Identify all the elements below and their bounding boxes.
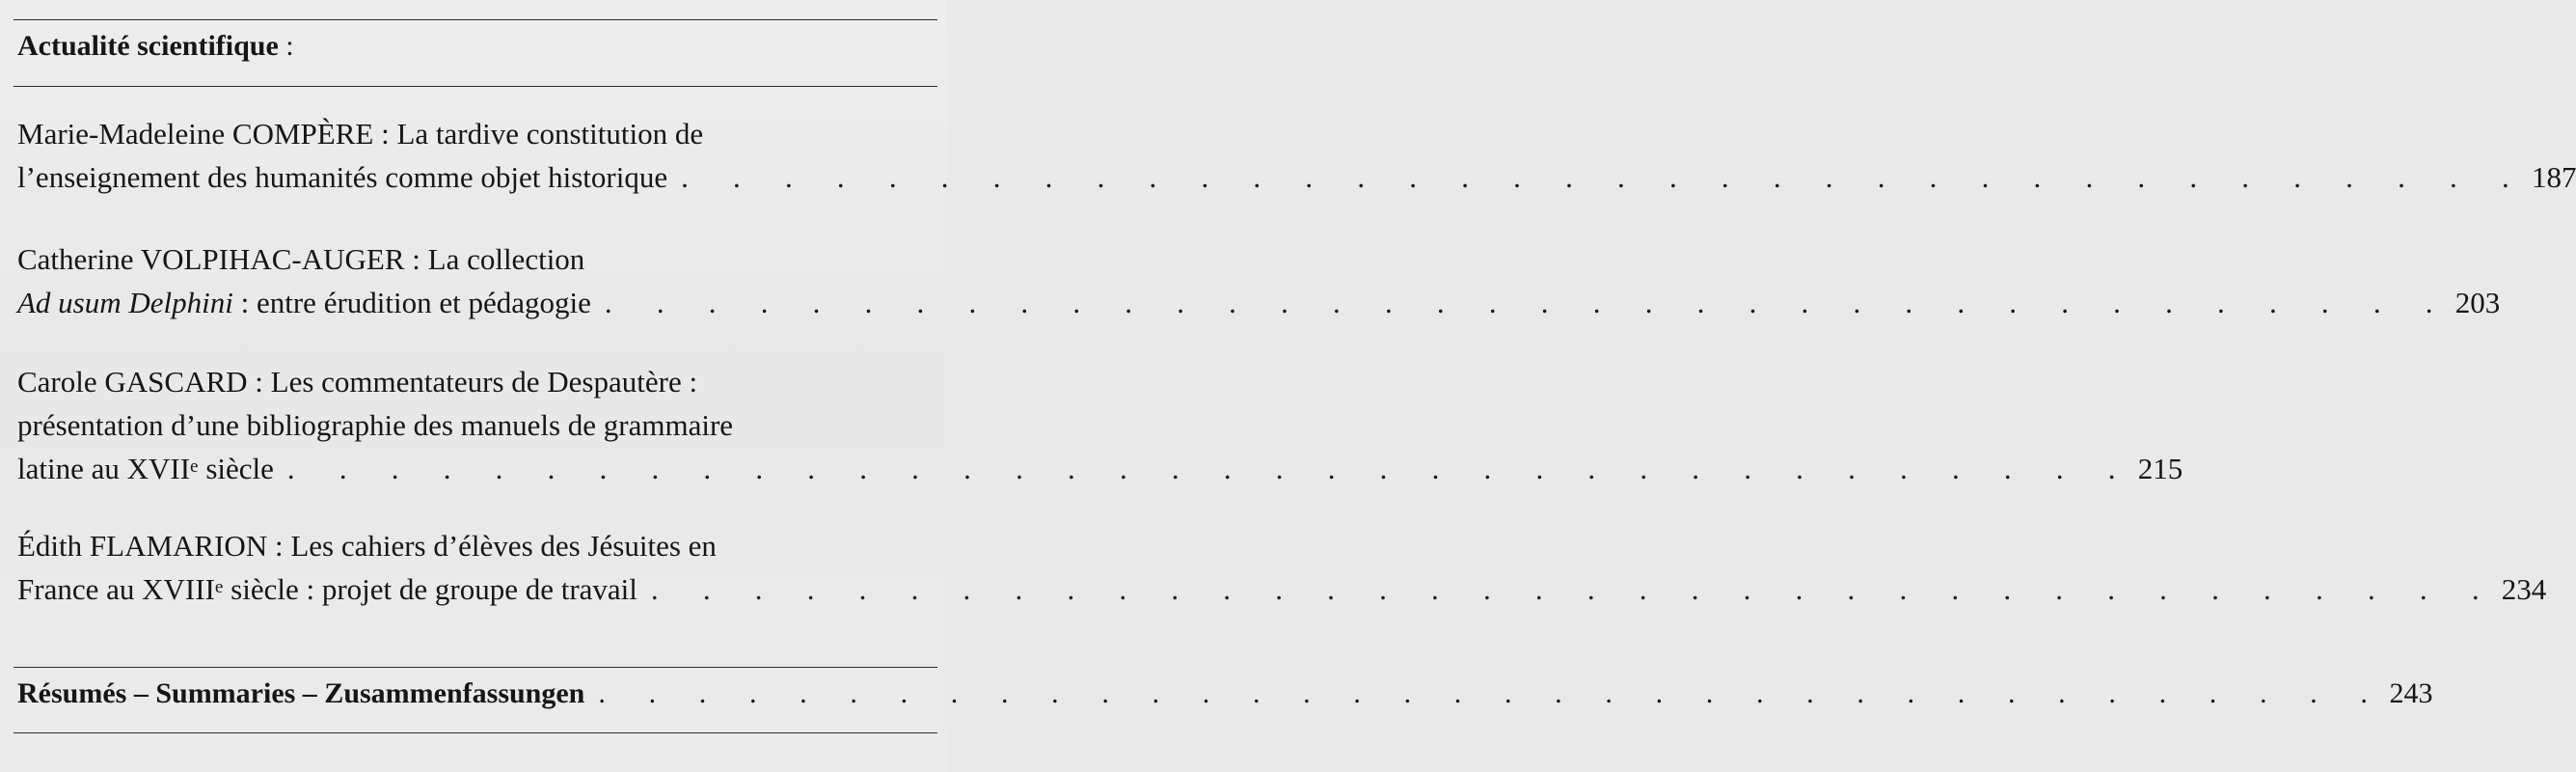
entry-line: Carole GASCARD : Les commentateurs de Despautère : bbox=[17, 365, 698, 399]
entry-text-post: siècle : projet de groupe de travail bbox=[223, 572, 637, 606]
toc-entry-summaries bbox=[17, 672, 2433, 715]
section-rule bbox=[14, 86, 937, 87]
entry-italic-title: Ad usum Delphini bbox=[17, 286, 233, 319]
summaries-title: Résumés – Summaries – Zusammenfassungen bbox=[17, 677, 585, 709]
dot-leader: . . . . . . . . . . . . . . . . . . . . . . . . . . . . . . . . . . . . bbox=[681, 160, 2528, 194]
entry-text bbox=[17, 281, 591, 324]
page-number: 187 bbox=[2531, 160, 2576, 194]
entry-last-line bbox=[17, 672, 2433, 715]
entry-line: présentation d’une bibliographie des manuels de grammaire bbox=[17, 408, 734, 442]
entry-last-line bbox=[17, 567, 2547, 611]
dot-leader: . . . . . . . . . . . . . . . . . . . . . . . . . . . . . . . . . . . . bbox=[598, 677, 2386, 709]
entry-last-line bbox=[17, 447, 2183, 490]
page-number: 215 bbox=[2137, 452, 2183, 485]
entry-text bbox=[17, 447, 274, 490]
section-colon: : bbox=[278, 30, 294, 62]
entry-line: Marie-Madeleine COMPÈRE : La tardive constitution de bbox=[17, 117, 704, 151]
page-number: 234 bbox=[2501, 572, 2547, 606]
toc-entry-compere bbox=[17, 112, 2576, 199]
entry-text-pre: France au XVIII bbox=[17, 572, 215, 606]
section-title: Actualité scientifique bbox=[17, 30, 279, 62]
bottom-rule bbox=[14, 732, 937, 733]
entry-text: l’enseignement des humanités comme objet historique bbox=[17, 160, 668, 194]
entry-last-line bbox=[17, 155, 2576, 199]
toc-entry-flamarion bbox=[17, 524, 2547, 611]
superscript-e: e bbox=[214, 577, 224, 597]
page-number: 243 bbox=[2389, 677, 2433, 709]
entry-last-line bbox=[17, 281, 2501, 324]
toc-entry-gascard bbox=[17, 360, 2183, 490]
section-heading bbox=[17, 29, 294, 64]
page-number: 203 bbox=[2454, 286, 2501, 319]
dot-leader: . . . . . . . . . . . . . . . . . . . . . . . . . . . . . . . . . . . . bbox=[650, 572, 2498, 606]
entry-text-post: siècle bbox=[198, 452, 274, 485]
entry-text bbox=[17, 567, 637, 611]
footer-top-rule bbox=[14, 667, 937, 668]
top-rule bbox=[14, 19, 937, 20]
dot-leader: . . . . . . . . . . . . . . . . . . . . . . . . . . . . . . . . . . . . bbox=[604, 286, 2452, 319]
entry-line: Édith FLAMARION : Les cahiers d’élèves des Jésuites en bbox=[17, 529, 717, 563]
entry-text-pre: latine au XVII bbox=[17, 452, 191, 485]
superscript-e: e bbox=[190, 456, 199, 477]
toc-entry-volpihac-auger bbox=[17, 237, 2501, 324]
entry-text-rest: : entre érudition et pédagogie bbox=[232, 286, 591, 319]
entry-line: Catherine VOLPIHAC-AUGER : La collection bbox=[17, 242, 585, 276]
dot-leader: . . . . . . . . . . . . . . . . . . . . . . . . . . . . . . . . . . . . bbox=[286, 452, 2134, 485]
